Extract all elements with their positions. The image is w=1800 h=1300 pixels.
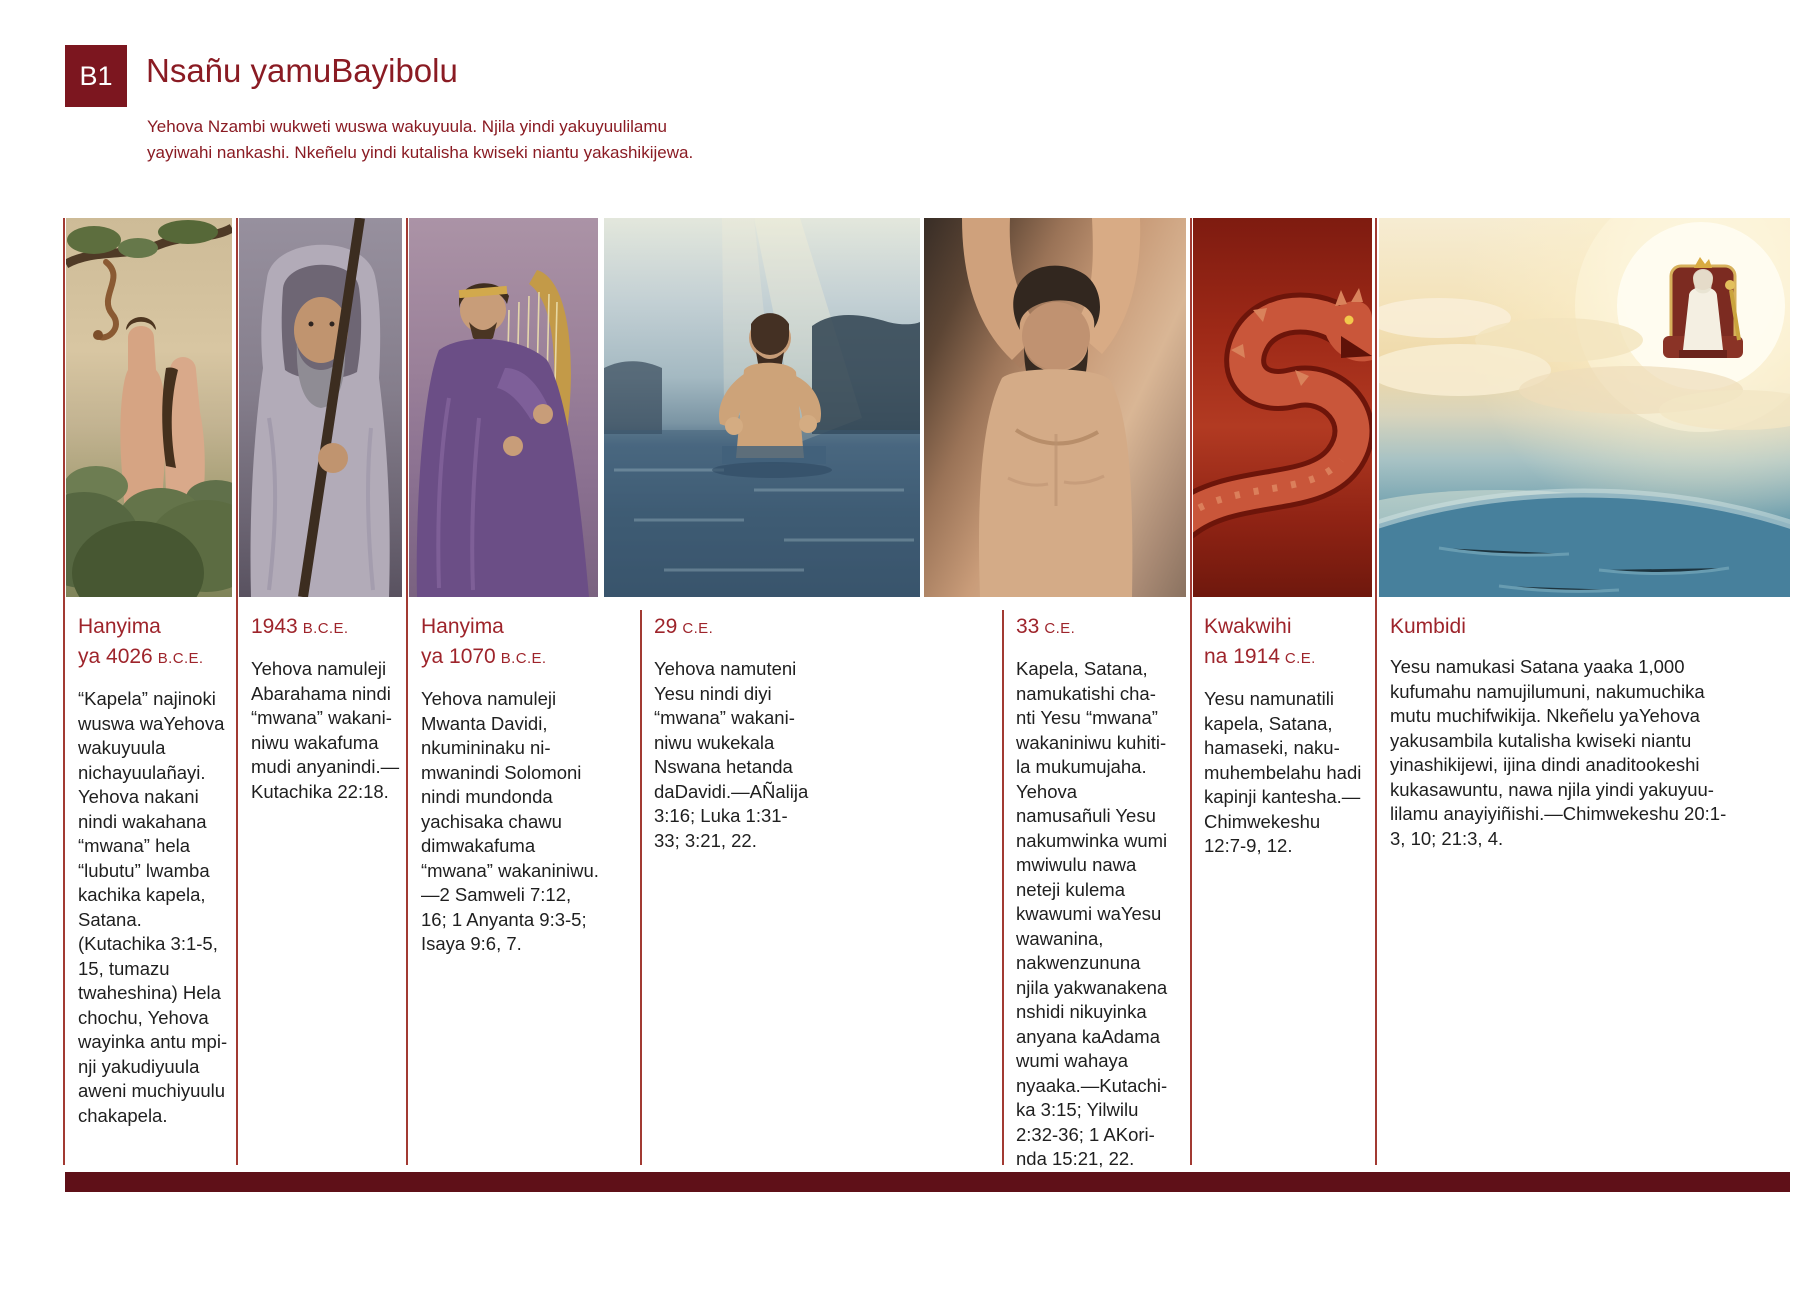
column-separator-1 <box>63 218 65 1165</box>
timeline-caption-abraham <box>251 612 403 1165</box>
column-separator-6 <box>1190 218 1192 1165</box>
caption-heading: 1943 B.C.E. <box>251 615 349 638</box>
caption-body: Kapela, Satana, namukatishi chanti Yesu “mwana” wakaniniwu kuhitila mukumujaha. Yehova namusañuli Yesu nakumwinka wumi mwiwulu nawa neteji kulema kwawumi waYesu wawanina, nakwenzununa njila yakwanakena nshidi nikuyinka anyana kaAdama wumi wahaya nyaaka.—Kutachika 3:15; Yilwilu 2:32-36; 1 AKorinda 15:21, 22. <box>1016 658 1168 1169</box>
timeline-caption-dragon <box>1204 612 1364 1165</box>
caption-heading: 33 C.E. <box>1016 615 1076 638</box>
caption-body: “Kapela” najinoki wuswa waYehova wakuyuula nichayuulañayi. Yehova nakani nindi wakahana “mwana” hela “lubutu” lwamba kachika kapela, Satana. (Kutachika 3:1-5, 15, tumazu twaheshina) Hela chochu, Yehova wayinka antu mpinji yakudiyuula aweni muchiyuulu chakapela. <box>78 688 228 1126</box>
caption-heading: Kumbidi <box>1390 615 1466 638</box>
era-label: C.E. <box>1044 620 1076 637</box>
column-separator-5 <box>1002 610 1004 1165</box>
page-subtitle-line2: yayiwahi nankashi. Nkeñelu yindi kutalisha kwiseki niantu yakashikijewa. <box>147 143 694 162</box>
era-label: B.C.E. <box>302 620 349 637</box>
caption-body: Yehova namuleji Mwanta Davidi, nkumininaku nimwanindi Solomoni nindi mundonda yachisaka chawu dimwakafuma “mwana” wakaniniwu.—2 Samweli 7:12, 16; 1 Anyanta 9:3-5; Isaya 9:6, 7. <box>421 688 599 954</box>
timeline-caption-death <box>1016 612 1168 1169</box>
timeline-caption-eden <box>78 612 228 1165</box>
era-label: C.E. <box>682 620 714 637</box>
timeline-image-dragon <box>1193 218 1372 597</box>
timeline-image-jesus-baptism <box>604 218 920 597</box>
timeline-image-david-harp <box>409 218 598 597</box>
column-separator-7 <box>1375 218 1377 1165</box>
appendix-badge: B1 <box>65 45 127 107</box>
caption-body: Yesu namunatili kapela, Satana, hamaseki, nakumuhembelahu hadi kapinji kantesha.—Chimwekeshu 12:7-9, 12. <box>1204 688 1362 856</box>
page-subtitle <box>147 114 693 166</box>
caption-heading: Hanyima ya 4026 B.C.E. <box>78 615 204 668</box>
caption-heading: 29 C.E. <box>654 615 714 638</box>
timeline-image-adam-eve-serpent-garden <box>66 218 232 597</box>
column-separator-4 <box>640 610 642 1165</box>
timeline-image-jesus-enthroned <box>1379 218 1790 597</box>
era-label: C.E. <box>1284 650 1316 667</box>
timeline-caption-baptism <box>654 612 812 1165</box>
caption-body: Yehova namuleji Abarahama nindi “mwana” wakaniniwu wakafuma mudi anyanindi.—Kutachika 22:18. <box>251 658 400 802</box>
timeline-caption-kingdom <box>1390 612 1730 1165</box>
caption-body: Yehova namuteni Yesu nindi diyi “mwana” wakaniniwu wukekala Nswana hetanda daDavidi.—AÑalija 3:16; Luka 1:31-33; 3:21, 22. <box>654 658 809 851</box>
caption-heading: Kwakwihi na 1914 C.E. <box>1204 615 1316 668</box>
column-separator-3 <box>406 218 408 1165</box>
bottom-timeline-bar <box>65 1172 1790 1192</box>
era-label: B.C.E. <box>157 650 204 667</box>
page-subtitle-line1: Yehova Nzambi wukweti wuswa wakuyuula. Njila yindi yakuyuulilamu <box>147 117 668 136</box>
timeline-image-abraham-staff <box>239 218 402 597</box>
timeline-image-jesus-on-stake <box>924 218 1186 597</box>
page-title: Nsañu yamuBayibolu <box>146 52 458 89</box>
column-separator-2 <box>236 218 238 1165</box>
timeline-caption-david <box>421 612 599 1165</box>
caption-body: Yesu namukasi Satana yaaka 1,000 kufumahu namujilumuni, nakumuchika mutu muchifwikija. Nkeñelu yaYehova yakusambila kutalisha kwiseki niantu yinashikijewi, ijina dindi anaditookeshi kukasawuntu, nawa njila yindi yakuyuulilamu anayiyiñishi.—Chimwekeshu 20:1-3, 10; 21:3, 4. <box>1390 656 1727 849</box>
caption-heading: Hanyima ya 1070 B.C.E. <box>421 615 547 668</box>
era-label: B.C.E. <box>500 650 547 667</box>
